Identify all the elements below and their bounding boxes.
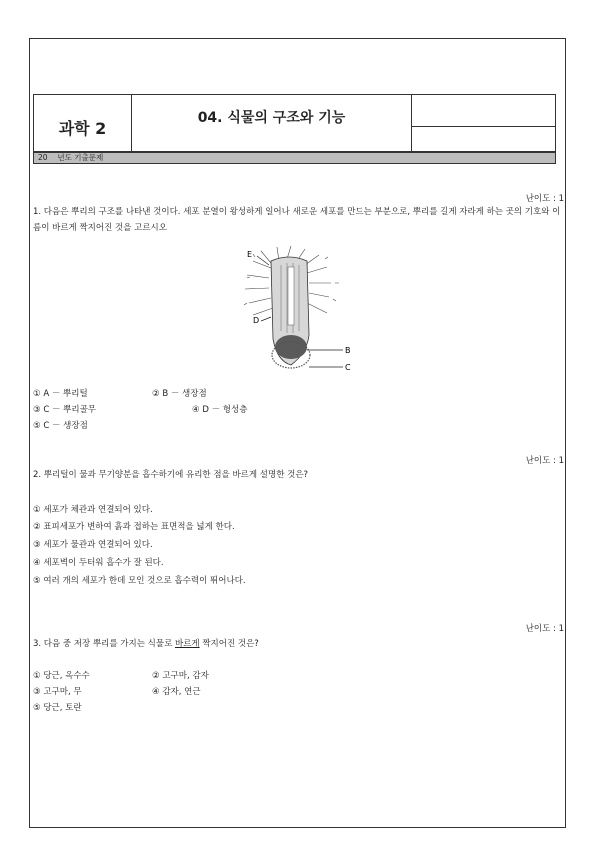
subject-cell: 과학 2 (34, 95, 132, 151)
option-5: ⑤ 당근, 토란 (33, 703, 82, 713)
difficulty-label: 난이도 : 1 (525, 624, 564, 634)
option-5: ⑤ 여러 개의 세포가 한데 모인 것으로 흡수력이 뛰어나다. (33, 576, 246, 586)
difficulty-label: 난이도 : 1 (525, 456, 564, 466)
root-structure-figure (235, 243, 375, 378)
question-2-text: 2. 뿌리털이 물과 무기양분을 흡수하기에 유리한 점을 바르게 설명한 것은? (33, 470, 309, 480)
header-table (33, 94, 556, 152)
worksheet-title: 04. 식물의 구조와 기능 (132, 95, 412, 151)
figure-label-d: D (253, 316, 260, 325)
option-4: ④ D － 형성층 (192, 405, 248, 415)
question-3-text-end: 짝지어진 것은? (199, 639, 259, 649)
option-2: ② 고구마, 감자 (152, 671, 209, 681)
option-3: ③ 고구마, 무 (33, 687, 82, 697)
option-2: ② 표피세포가 변하여 흙과 접하는 표면적을 넓게 한다. (33, 522, 235, 532)
question-3-text (33, 638, 259, 650)
question-3-underlined-word: 바르게 (174, 639, 200, 649)
figure-label-c: C (345, 363, 351, 372)
question-1-text: 1. 다음은 뿌리의 구조를 나타낸 것이다. 세포 분열이 왕성하게 일어나 새로운 세포를 만드는 부분으로, 뿌리를 길게 자라게 하는 곳의 기호와 이름이 바르게 짝지어진 것을 고르시오 (33, 207, 561, 233)
meristem-region (275, 335, 307, 359)
option-3: ③ 세포가 물관과 연결되어 있다. (33, 540, 153, 550)
header-divider (412, 126, 555, 127)
option-4: ④ 세포벽이 두터워 흡수가 잘 된다. (33, 558, 164, 568)
option-1: ① 세포가 체관과 연결되어 있다. (33, 505, 153, 515)
difficulty-label: 난이도 : 1 (525, 194, 564, 204)
option-2: ② B － 생장점 (152, 389, 207, 399)
figure-label-b: B (345, 346, 351, 355)
figure-label-e: E (247, 250, 253, 259)
option-4: ④ 감자, 연근 (152, 687, 201, 697)
subheader-bar: 20 년도 기출문제 (33, 152, 556, 164)
option-1: ① A － 뿌리털 (33, 389, 88, 399)
option-1: ① 당근, 옥수수 (33, 671, 90, 681)
option-3: ③ C － 뿌리골무 (33, 405, 97, 415)
question-3-text-start: 3. 다음 중 저장 뿌리를 가지는 식물로 (33, 639, 175, 649)
option-5: ⑤ C － 생장점 (33, 421, 88, 431)
